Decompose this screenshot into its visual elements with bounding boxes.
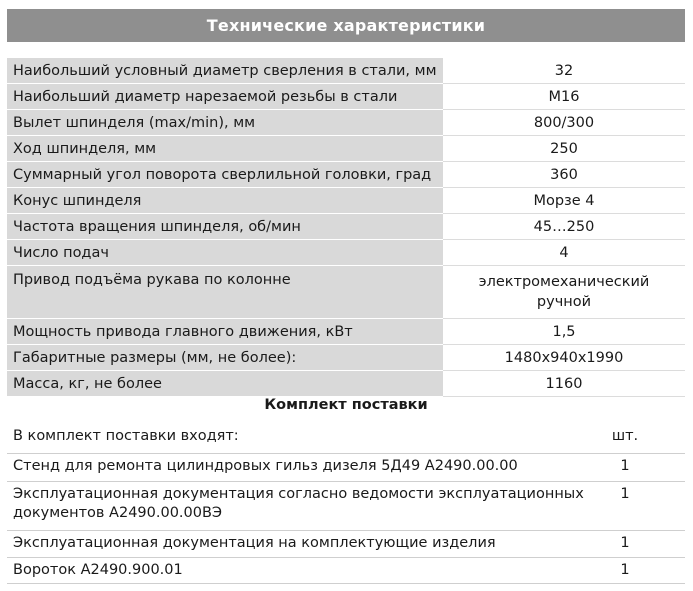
spec-name: Привод подъёма рукава по колонне (7, 266, 443, 319)
spec-row (7, 371, 685, 397)
spec-name: Ход шпинделя, мм (7, 136, 443, 162)
spec-value: 1480х940х1990 (443, 345, 685, 371)
spec-value: 4 (443, 240, 685, 266)
spec-row (7, 162, 685, 188)
spec-name: Габаритные размеры (мм, не более): (7, 345, 443, 371)
kit-item-qty: 1 (599, 454, 685, 482)
spec-value: 1,5 (443, 319, 685, 345)
spec-name: Частота вращения шпинделя, об/мин (7, 214, 443, 240)
spec-name: Суммарный угол поворота сверлильной головки, град (7, 162, 443, 188)
kit-row (7, 482, 685, 531)
spec-value: 32 (443, 58, 685, 84)
spec-row (7, 319, 685, 345)
spec-row (7, 266, 685, 319)
spec-value: 45…250 (443, 214, 685, 240)
kit-item-qty: 1 (599, 482, 685, 531)
kit-item-name: Вороток А2490.900.01 (7, 558, 599, 584)
spec-name: Масса, кг, не более (7, 371, 443, 397)
kit-item-qty: 1 (599, 558, 685, 584)
spec-row (7, 240, 685, 266)
spec-value: М16 (443, 84, 685, 110)
spec-name: Мощность привода главного движения, кВт (7, 319, 443, 345)
spec-row (7, 110, 685, 136)
spec-value (443, 266, 685, 319)
spec-name: Наибольший условный диаметр сверления в стали, мм (7, 58, 443, 84)
spec-row (7, 188, 685, 214)
kit-item-name (7, 482, 599, 531)
kit-item-name-line1: Эксплуатационная документация согласно ведомости эксплуатационных (13, 486, 584, 502)
specs-table (7, 57, 685, 397)
spec-row (7, 58, 685, 84)
kit-title: Комплект поставки (264, 397, 428, 413)
kit-item-name-line2: документов А2490.00.00ВЭ (13, 505, 223, 521)
kit-table (7, 424, 685, 584)
spec-name: Наибольший диаметр нарезаемой резьбы в стали (7, 84, 443, 110)
spec-row (7, 345, 685, 371)
spec-name: Вылет шпинделя (max/min), мм (7, 110, 443, 136)
spec-value: 800/300 (443, 110, 685, 136)
spec-name: Число подач (7, 240, 443, 266)
spec-row (7, 84, 685, 110)
spec-value: 250 (443, 136, 685, 162)
spec-value-line1: электромеханический (478, 274, 650, 290)
specs-title: Технические характеристики (206, 16, 486, 35)
kit-item-name: Стенд для ремонта цилиндровых гильз дизеля 5Д49 А2490.00.00 (7, 454, 599, 482)
kit-row (7, 531, 685, 558)
spec-value: 1160 (443, 371, 685, 397)
spec-value: Морзе 4 (443, 188, 685, 214)
spec-value-line2: ручной (536, 294, 592, 310)
specs-title-banner (7, 9, 685, 42)
spec-row (7, 214, 685, 240)
spec-name: Конус шпинделя (7, 188, 443, 214)
spec-row (7, 136, 685, 162)
kit-header-unit: шт. (599, 424, 685, 454)
kit-item-name: Эксплуатационная документация на комплектующие изделия (7, 531, 599, 558)
kit-row (7, 454, 685, 482)
kit-row (7, 558, 685, 584)
kit-header-label: В комплект поставки входят: (7, 424, 599, 454)
kit-header-row (7, 424, 685, 454)
kit-item-qty: 1 (599, 531, 685, 558)
spec-value: 360 (443, 162, 685, 188)
